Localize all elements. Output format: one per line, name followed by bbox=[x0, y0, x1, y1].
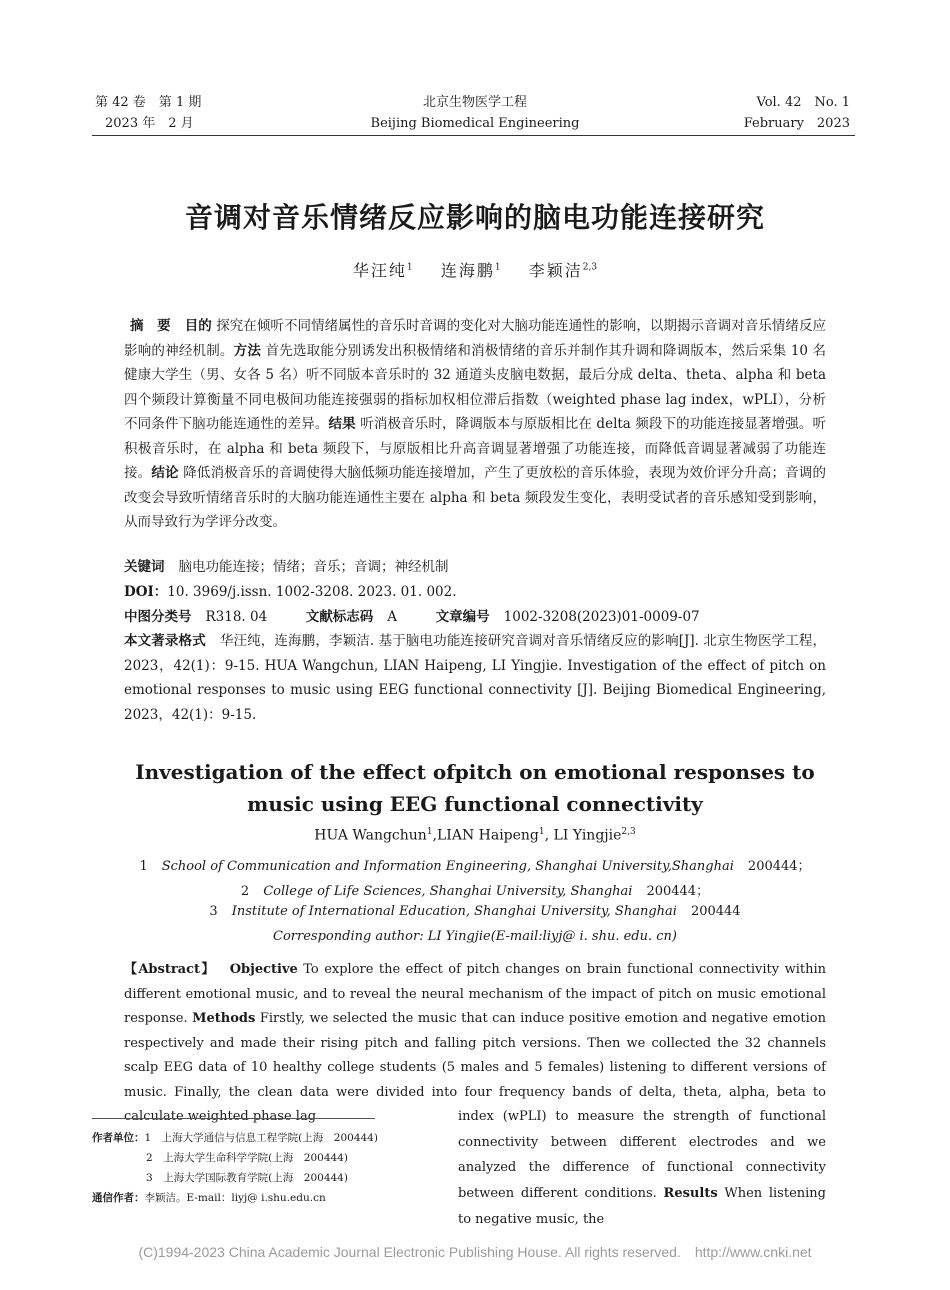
copyright-notice: (C)1994-2023 China Academic Journal Electronic Publishing House. All rights reserved. http://www.cnki.net bbox=[138, 1244, 812, 1260]
methods-en-label: Methods bbox=[192, 1011, 256, 1026]
header-vol-no: Vol. 42 No. 1 bbox=[756, 95, 850, 110]
footnote-unit: 1 上海大学通信与信息工程学院(上海 200444) bbox=[144, 1132, 378, 1144]
author-separator: , bbox=[432, 827, 437, 844]
header-volume-en bbox=[744, 92, 850, 134]
clc-label: 中图分类号 bbox=[124, 609, 192, 625]
citation-text: 华汪纯，连海鹏，李颖洁. 基于脑电功能连接研究音调对音乐情绪反应的影响[J]. 北京生物医学工程，2023，42(1)：9-15. HUA Wangchun, LIAN Haipeng, LI Yingjie. Investigation of the effect of pitch on emotional responses to music using EEG functional connectivity [J]. Beijing Biomedical Engineering, 2023，42(1)：9-15. bbox=[124, 633, 826, 723]
doc-code-value: A bbox=[387, 609, 398, 625]
methods-label: 方法 bbox=[233, 342, 262, 359]
paper-title-en bbox=[0, 756, 950, 820]
citation-label: 本文著录格式 bbox=[124, 633, 206, 649]
author-name-en: HUA Wangchun bbox=[314, 827, 427, 844]
article-number-value: 1002-3208(2023)01-0009-07 bbox=[503, 609, 700, 625]
results-en-text: When listening to negative music, the bbox=[458, 1186, 826, 1227]
header-volume: 第 42 卷 第 1 期 bbox=[95, 95, 202, 110]
conclusion-text: 降低消极音乐的音调使得大脑低频功能连接增加，产生了更放松的音乐体验，表现为效价评分升高；音调的改变会导致听情绪音乐时的大脑功能连通性主要在 alpha 和 beta 频段发生变化，表明受试者的音乐感知受到影响，从而导致行为学评分改变。 bbox=[124, 465, 827, 530]
paper-title-cn: 音调对音乐情绪反应影响的脑电功能连接研究 bbox=[184, 201, 765, 234]
author-affiliation-mark: 2,3 bbox=[621, 827, 636, 837]
author-name-en: LI Yingjie bbox=[553, 827, 622, 844]
title-en-line: Investigation of the effect ofpitch on emotional responses to bbox=[135, 760, 815, 784]
affiliation-number: 2 bbox=[240, 884, 250, 899]
author-name: 连海鹏 bbox=[440, 261, 495, 280]
abstract-en-label: 【Abstract】 bbox=[124, 962, 216, 977]
affiliation-en bbox=[0, 855, 950, 874]
affiliation-postcode: 200444； bbox=[747, 859, 811, 874]
corresponding-label: Corresponding author bbox=[273, 929, 420, 944]
author-affiliation-mark: 1 bbox=[406, 262, 413, 273]
abstract-en-continued-text: index (wPLI) to measure the strength of functional connectivity between different electrodes and we analyzed the difference of functional connectivity between different conditions. bbox=[458, 1109, 826, 1202]
author-list-en bbox=[0, 827, 950, 844]
header-rule bbox=[92, 135, 855, 136]
abstract-en-continued bbox=[458, 1104, 826, 1233]
affiliation-postcode: 200444 bbox=[690, 904, 741, 919]
affiliation-en bbox=[0, 880, 950, 899]
abstract-cn bbox=[124, 314, 826, 535]
article-number-label: 文章编号 bbox=[435, 609, 490, 625]
clc-value: R318. 04 bbox=[205, 609, 268, 625]
footnote-corr: 李颖洁。E-mail：liyj@ i.shu.edu.cn bbox=[144, 1192, 326, 1204]
journal-name-cn: 北京生物医学工程 bbox=[422, 95, 527, 110]
keywords-line bbox=[124, 555, 826, 580]
objective-en-label: Objective bbox=[229, 962, 298, 977]
footnote-units bbox=[92, 1128, 378, 1208]
keywords-label: 关键词 bbox=[124, 559, 165, 575]
footnote-units-label: 作者单位： bbox=[92, 1132, 145, 1144]
author-name: 华汪纯 bbox=[352, 261, 407, 280]
doi-label: DOI： bbox=[124, 584, 168, 600]
doi-value: 10. 3969/j.issn. 1002-3208. 2023. 01. 002. bbox=[167, 584, 457, 600]
affiliation-postcode: 200444； bbox=[646, 884, 710, 899]
classification-line bbox=[124, 605, 826, 630]
author-affiliation-mark: 1 bbox=[426, 827, 433, 837]
citation-block bbox=[124, 629, 826, 727]
methods-en-text: Firstly, we selected the music that can induce positive emotion and negative emotion respectively and made their rising pitch and falling pitch versions. Then we collected the 32 channels scalp EEG data of 10 healthy college students (5 males and 5 females) listening to different versions of music. Finally, the clean data were divided into four frequency bands of delta, theta, alpha, beta to calculate weighted phase lag bbox=[124, 1011, 826, 1124]
keywords-value: 脑电功能连接；情绪；音乐；音调；神经机制 bbox=[178, 559, 449, 575]
affiliation-text: Institute of International Education, Shanghai University, Shanghai bbox=[231, 904, 677, 919]
author-separator: , bbox=[544, 827, 554, 844]
results-label: 结果 bbox=[328, 416, 356, 432]
doc-code-label: 文献标志码 bbox=[305, 609, 374, 625]
conclusion-label: 结论 bbox=[151, 465, 179, 481]
abstract-label: 摘 要 bbox=[130, 318, 171, 334]
affiliation-text: School of Communication and Information Engineering, Shanghai University,Shanghai bbox=[161, 859, 734, 874]
affiliation-text: College of Life Sciences, Shanghai University, Shanghai bbox=[263, 884, 633, 899]
footnote-corr-label: 通信作者： bbox=[92, 1192, 145, 1204]
header-month-year: February 2023 bbox=[743, 116, 850, 131]
results-text: 听消极音乐时，降调版本与原版相比在 delta 频段下的功能连接显著增强。听积极音乐时，在 alpha 和 beta 频段下，与原版相比升高音调显著增强了功能连接，而降低音调显著减弱了功能连接。 bbox=[124, 416, 827, 481]
corresponding-text: LI Yingjie(E-mail:liyj@ i. shu. edu. cn) bbox=[427, 929, 677, 944]
methods-text: 首先选取能分别诱发出积极情绪和消极情绪的音乐并制作其升调和降调版本，然后采集 10 名健康大学生（男、女各 5 名）听不同版本音乐时的 32 通道头皮脑电数据，最后分成 delta、theta、alpha 和 beta 四个频段计算衡量不同电极间功能连接强弱的指标加权相位滞后指数（weighted phase lag index，wPLI），分析不同条件下脑功能连通性的差异。 bbox=[124, 342, 827, 432]
author-affiliation-mark: 1 bbox=[538, 827, 545, 837]
author-affiliation-mark: 1 bbox=[494, 262, 501, 273]
objective-label: 目的 bbox=[184, 318, 212, 334]
author-list-cn bbox=[0, 258, 950, 281]
footnote-rule bbox=[92, 1118, 375, 1119]
header-date: 2023 年 2 月 bbox=[105, 116, 194, 131]
affiliation-en bbox=[0, 904, 950, 919]
corresponding-author-en: Corresponding author: LI Yingjie(E-mail:liyj@ i. shu. edu. cn) bbox=[273, 929, 677, 944]
affiliation-number: 3 bbox=[209, 904, 218, 919]
author-name-en: LIAN Haipeng bbox=[437, 827, 539, 844]
results-en-label: Results bbox=[663, 1186, 718, 1202]
affiliation-number: 1 bbox=[139, 859, 148, 874]
doi-line bbox=[124, 580, 826, 605]
author-affiliation-mark: 2,3 bbox=[582, 262, 598, 273]
title-en-line: music using EEG functional connectivity bbox=[247, 792, 703, 816]
footnote-unit: 2 上海大学生命科学学院(上海 200444) bbox=[146, 1152, 348, 1164]
objective-en-text: To explore the effect of pitch changes on brain functional connectivity within different emotional music, and to reveal the neural mechanism of the impact of pitch on music emotional response. bbox=[124, 962, 826, 1026]
footnote-unit: 3 上海大学国际教育学院(上海 200444) bbox=[146, 1172, 348, 1184]
journal-name-en: Beijing Biomedical Engineering bbox=[370, 116, 580, 131]
objective-text: 探究在倾听不同情绪属性的音乐时音调的变化对大脑功能连通性的影响，以期揭示音调对音乐情绪反应影响的神经机制。 bbox=[124, 318, 827, 359]
author-name: 李颖洁 bbox=[528, 261, 583, 280]
